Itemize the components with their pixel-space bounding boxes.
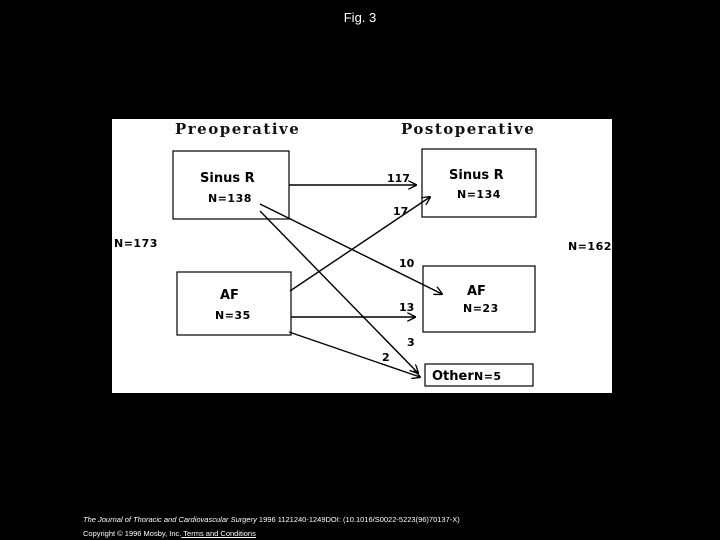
flow-diagram-canvas [112, 119, 612, 393]
box-post-af [423, 266, 535, 332]
flow-label-sinus-to-sinus: 117 [387, 172, 410, 185]
box-pre-sinus-n: N=138 [208, 192, 252, 205]
box-post-sinus-title: Sinus R [449, 168, 504, 183]
citation-line [83, 515, 460, 524]
box-post-af-n: N=23 [463, 302, 499, 315]
journal-name: The Journal of Thoracic and Cardiovascular Surgery [83, 515, 257, 524]
copyright-text: Copyright © 1996 Mosby, Inc. [83, 529, 182, 538]
total-preoperative: N=173 [114, 237, 158, 250]
box-pre-af [177, 272, 291, 335]
flow-label-sinus-to-af: 10 [399, 257, 415, 270]
arrow-af-to-sinus [290, 197, 430, 291]
box-pre-af-n: N=35 [215, 309, 251, 322]
flow-label-af-to-other: 2 [382, 351, 390, 364]
box-post-other-n: N=5 [474, 370, 502, 383]
box-post-sinus-rhythm [422, 149, 536, 217]
heading-postoperative: Postoperative [401, 120, 536, 138]
flow-label-sinus-to-other: 3 [407, 336, 415, 349]
copyright-line [83, 529, 256, 538]
terms-and-conditions-link[interactable]: Terms and Conditions [181, 529, 256, 538]
citation-details: 1996 1121240-1249DOI: (10.1016/S0022-5223(96)70137-X) [256, 515, 460, 524]
box-post-af-title: AF [467, 284, 486, 299]
flow-label-af-to-af: 13 [399, 301, 415, 314]
box-pre-af-title: AF [220, 288, 239, 303]
slide-title: Fig. 3 [343, 10, 377, 25]
flow-diagram [112, 119, 612, 393]
total-postoperative: N=162 [568, 240, 612, 253]
flow-label-af-to-sinus: 17 [393, 205, 409, 218]
box-post-other-title: Other [432, 369, 474, 384]
box-pre-sinus-title: Sinus R [200, 171, 255, 186]
box-post-sinus-n: N=134 [457, 188, 501, 201]
heading-preoperative: Preoperative [175, 120, 301, 138]
